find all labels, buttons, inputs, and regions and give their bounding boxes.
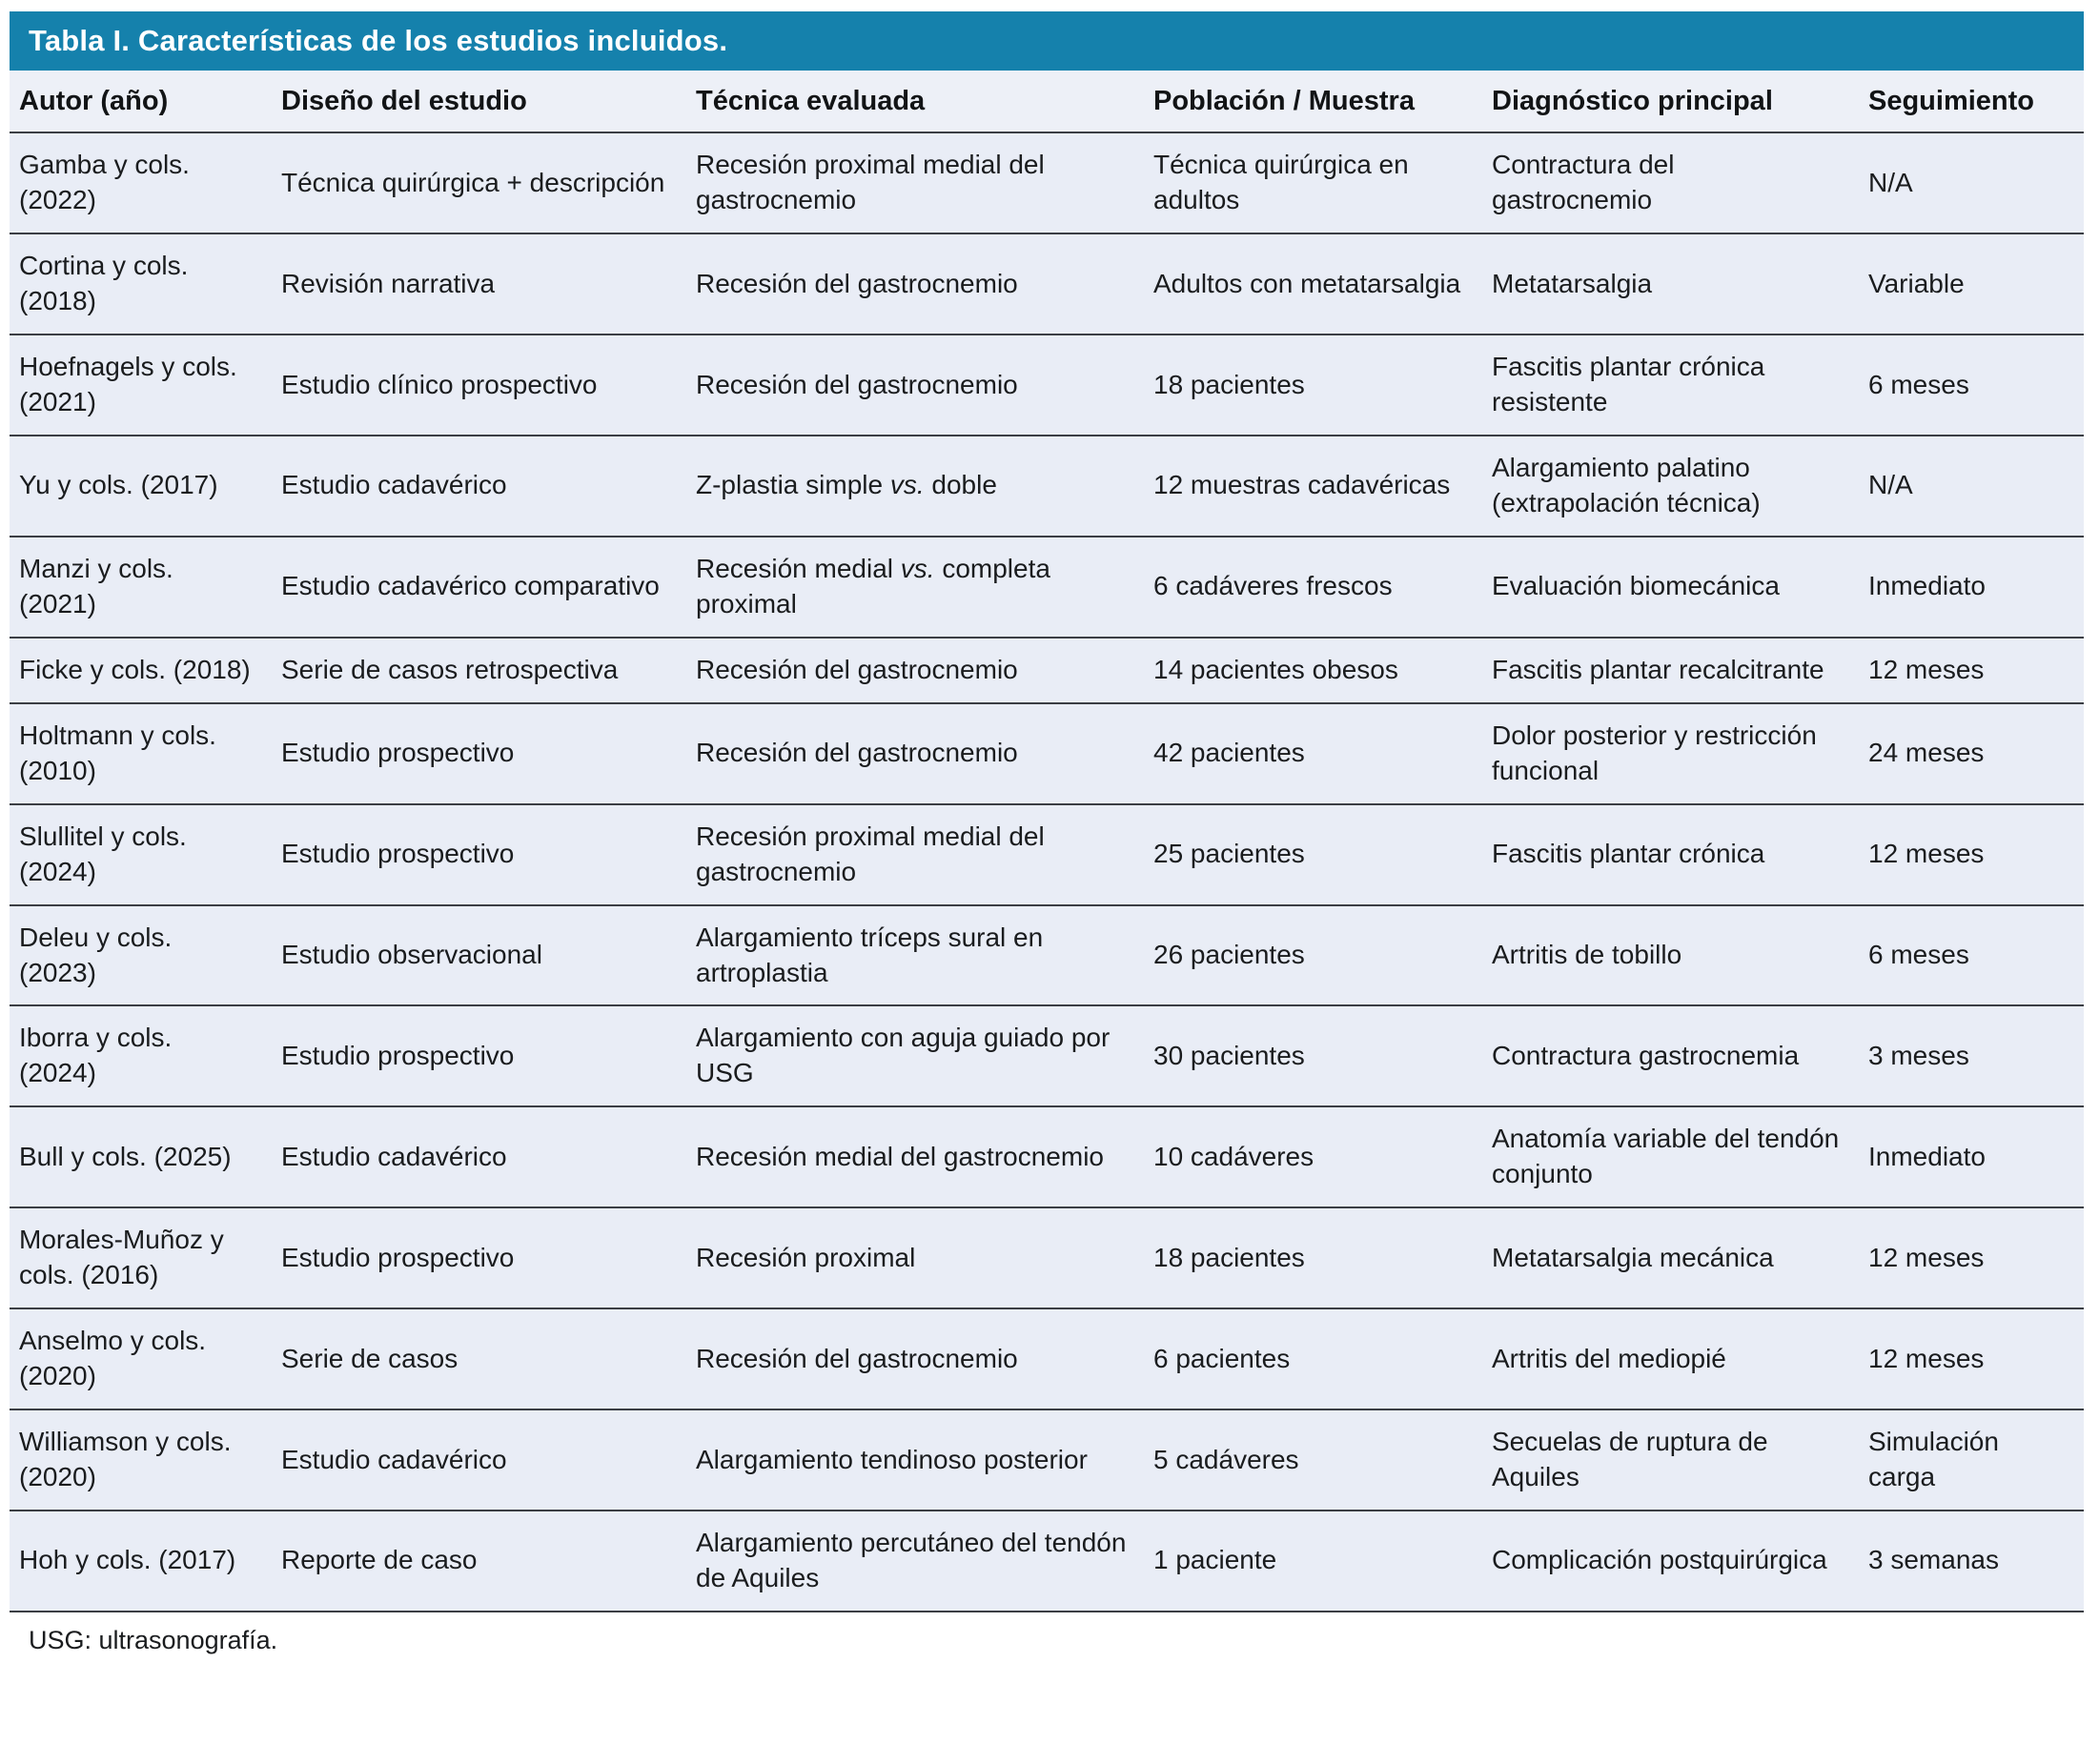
cell-population: 25 pacientes	[1144, 804, 1482, 905]
cell-followup: 12 meses	[1859, 1308, 2084, 1409]
table-row	[10, 1106, 2084, 1207]
cell-diagnosis: Fascitis plantar crónica resistente	[1482, 335, 1859, 436]
cell-diagnosis: Metatarsalgia mecánica	[1482, 1207, 1859, 1308]
cell-followup: Variable	[1859, 233, 2084, 335]
cell-population: 18 pacientes	[1144, 335, 1482, 436]
cell-population: 30 pacientes	[1144, 1005, 1482, 1106]
cell-technique: Recesión proximal medial del gastrocnemio	[686, 132, 1144, 233]
table-row	[10, 1005, 2084, 1106]
cell-followup: 6 meses	[1859, 905, 2084, 1006]
cell-author: Holtmann y cols. (2010)	[10, 703, 272, 804]
cell-population: Técnica quirúrgica en adultos	[1144, 132, 1482, 233]
cell-diagnosis: Secuelas de ruptura de Aquiles	[1482, 1409, 1859, 1511]
cell-diagnosis: Contractura gastrocnemia	[1482, 1005, 1859, 1106]
table-row	[10, 638, 2084, 703]
cell-diagnosis: Dolor posterior y restricción funcional	[1482, 703, 1859, 804]
cell-followup: N/A	[1859, 436, 2084, 537]
cell-diagnosis: Metatarsalgia	[1482, 233, 1859, 335]
column-header-author: Autor (año)	[10, 71, 272, 132]
cell-author: Cortina y cols. (2018)	[10, 233, 272, 335]
study-table-card	[10, 11, 2084, 1655]
page	[0, 11, 2099, 1764]
cell-diagnosis: Evaluación biomecánica	[1482, 537, 1859, 638]
cell-technique: Recesión medial del gastrocnemio	[686, 1106, 1144, 1207]
cell-design: Serie de casos retrospectiva	[272, 638, 686, 703]
table-row	[10, 132, 2084, 233]
table-row	[10, 1511, 2084, 1612]
cell-author: Slullitel y cols. (2024)	[10, 804, 272, 905]
table-row	[10, 537, 2084, 638]
cell-population: 26 pacientes	[1144, 905, 1482, 1006]
table-title-bar	[10, 11, 2084, 71]
cell-author: Yu y cols. (2017)	[10, 436, 272, 537]
cell-population: 5 cadáveres	[1144, 1409, 1482, 1511]
cell-design: Estudio cadavérico comparativo	[272, 537, 686, 638]
table-row	[10, 1409, 2084, 1511]
cell-design: Reporte de caso	[272, 1511, 686, 1612]
cell-population: 6 cadáveres frescos	[1144, 537, 1482, 638]
cell-technique: Recesión del gastrocnemio	[686, 335, 1144, 436]
cell-followup: 12 meses	[1859, 638, 2084, 703]
column-header-followup: Seguimiento	[1859, 71, 2084, 132]
cell-design: Estudio cadavérico	[272, 436, 686, 537]
cell-diagnosis: Fascitis plantar recalcitrante	[1482, 638, 1859, 703]
cell-followup: Inmediato	[1859, 1106, 2084, 1207]
cell-diagnosis: Anatomía variable del tendón conjunto	[1482, 1106, 1859, 1207]
table-row	[10, 233, 2084, 335]
cell-diagnosis: Fascitis plantar crónica	[1482, 804, 1859, 905]
column-header-diagnosis: Diagnóstico principal	[1482, 71, 1859, 132]
cell-technique: Recesión del gastrocnemio	[686, 638, 1144, 703]
cell-followup: 3 meses	[1859, 1005, 2084, 1106]
cell-followup: 12 meses	[1859, 1207, 2084, 1308]
cell-diagnosis: Alargamiento palatino (extrapolación técnica)	[1482, 436, 1859, 537]
cell-design: Estudio cadavérico	[272, 1106, 686, 1207]
cell-diagnosis: Artritis de tobillo	[1482, 905, 1859, 1006]
cell-design: Revisión narrativa	[272, 233, 686, 335]
table-title: Tabla I. Características de los estudios incluidos.	[29, 24, 728, 57]
cell-followup: Inmediato	[1859, 537, 2084, 638]
cell-diagnosis: Contractura del gastrocnemio	[1482, 132, 1859, 233]
cell-population: 1 paciente	[1144, 1511, 1482, 1612]
cell-author: Hoh y cols. (2017)	[10, 1511, 272, 1612]
cell-followup: 12 meses	[1859, 804, 2084, 905]
cell-technique: Recesión medial vs. completa proximal	[686, 537, 1144, 638]
cell-diagnosis: Artritis del mediopié	[1482, 1308, 1859, 1409]
column-header-population: Población / Muestra	[1144, 71, 1482, 132]
cell-followup: Simulación carga	[1859, 1409, 2084, 1511]
cell-technique: Recesión proximal	[686, 1207, 1144, 1308]
table-row	[10, 1207, 2084, 1308]
cell-followup: 6 meses	[1859, 335, 2084, 436]
cell-author: Williamson y cols. (2020)	[10, 1409, 272, 1511]
cell-technique: Recesión del gastrocnemio	[686, 703, 1144, 804]
cell-design: Técnica quirúrgica + descripción	[272, 132, 686, 233]
cell-design: Serie de casos	[272, 1308, 686, 1409]
cell-technique: Recesión del gastrocnemio	[686, 1308, 1144, 1409]
column-header-design: Diseño del estudio	[272, 71, 686, 132]
cell-population: 10 cadáveres	[1144, 1106, 1482, 1207]
cell-technique: Recesión del gastrocnemio	[686, 233, 1144, 335]
cell-population: Adultos con metatarsalgia	[1144, 233, 1482, 335]
cell-author: Ficke y cols. (2018)	[10, 638, 272, 703]
table-row	[10, 335, 2084, 436]
table-header-row	[10, 71, 2084, 132]
cell-author: Bull y cols. (2025)	[10, 1106, 272, 1207]
cell-diagnosis: Complicación postquirúrgica	[1482, 1511, 1859, 1612]
table-row	[10, 436, 2084, 537]
cell-design: Estudio prospectivo	[272, 804, 686, 905]
cell-design: Estudio observacional	[272, 905, 686, 1006]
table-body	[10, 132, 2084, 1612]
column-header-technique: Técnica evaluada	[686, 71, 1144, 132]
cell-followup: 3 semanas	[1859, 1511, 2084, 1612]
cell-design: Estudio prospectivo	[272, 1005, 686, 1106]
cell-population: 12 muestras cadavéricas	[1144, 436, 1482, 537]
cell-population: 6 pacientes	[1144, 1308, 1482, 1409]
cell-technique: Alargamiento tríceps sural en artroplastia	[686, 905, 1144, 1006]
table-row	[10, 804, 2084, 905]
cell-design: Estudio prospectivo	[272, 1207, 686, 1308]
cell-author: Manzi y cols. (2021)	[10, 537, 272, 638]
cell-design: Estudio clínico prospectivo	[272, 335, 686, 436]
cell-technique: Recesión proximal medial del gastrocnemio	[686, 804, 1144, 905]
cell-population: 14 pacientes obesos	[1144, 638, 1482, 703]
cell-followup: 24 meses	[1859, 703, 2084, 804]
cell-population: 42 pacientes	[1144, 703, 1482, 804]
table-footnote: USG: ultrasonografía.	[29, 1625, 278, 1654]
cell-author: Anselmo y cols. (2020)	[10, 1308, 272, 1409]
cell-design: Estudio cadavérico	[272, 1409, 686, 1511]
table-row	[10, 905, 2084, 1006]
cell-technique: Alargamiento con aguja guiado por USG	[686, 1005, 1144, 1106]
cell-population: 18 pacientes	[1144, 1207, 1482, 1308]
table-row	[10, 1308, 2084, 1409]
cell-author: Gamba y cols. (2022)	[10, 132, 272, 233]
cell-author: Hoefnagels y cols. (2021)	[10, 335, 272, 436]
cell-followup: N/A	[1859, 132, 2084, 233]
studies-table	[10, 71, 2084, 1612]
cell-design: Estudio prospectivo	[272, 703, 686, 804]
table-row	[10, 703, 2084, 804]
cell-technique: Alargamiento percutáneo del tendón de Aquiles	[686, 1511, 1144, 1612]
cell-author: Iborra y cols. (2024)	[10, 1005, 272, 1106]
cell-technique: Alargamiento tendinoso posterior	[686, 1409, 1144, 1511]
cell-author: Morales-Muñoz y cols. (2016)	[10, 1207, 272, 1308]
cell-author: Deleu y cols. (2023)	[10, 905, 272, 1006]
cell-technique: Z-plastia simple vs. doble	[686, 436, 1144, 537]
